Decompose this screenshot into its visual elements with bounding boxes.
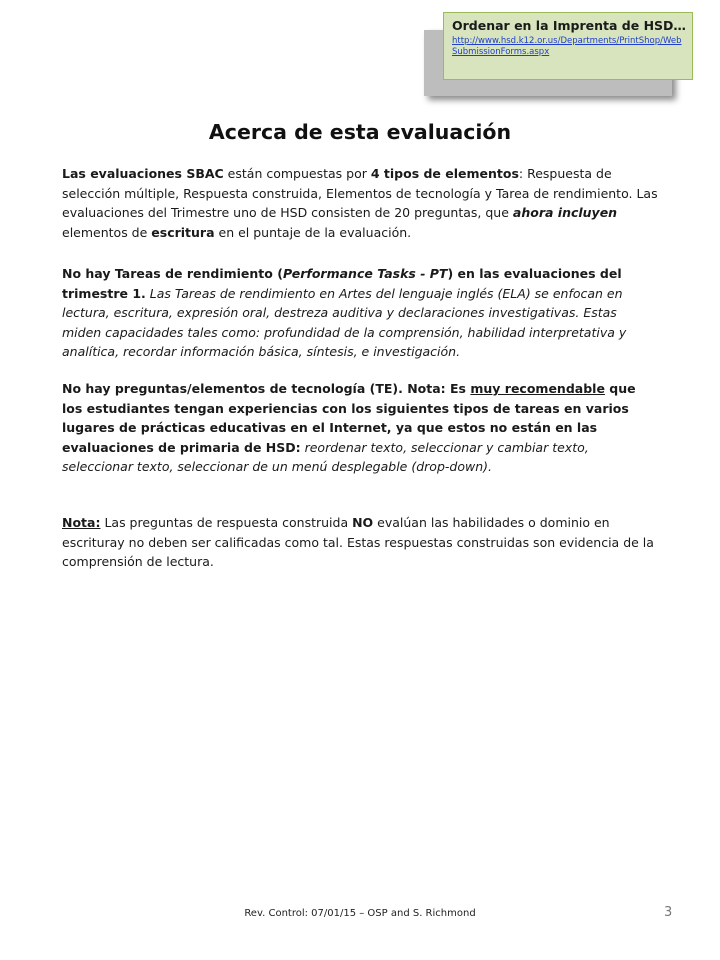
- page-number: 3: [664, 905, 673, 920]
- print-order-box: [443, 12, 693, 80]
- paragraph-technology-items: No hay preguntas/elementos de tecnología (TE). Nota: Es muy recomendable que los estudiantes tengan experiencias con los siguientes tipos de tareas en varios lugares de prácticas educativas en el Internet, ya que estos no están en las evaluaciones de primaria de HSD: reordenar texto, seleccionar y cambiar texto, seleccionar texto, seleccionar de un menú desplegable (drop-down).: [62, 381, 636, 474]
- paragraph-sbac-elements: Las evaluaciones SBAC están compuestas por 4 tipos de elementos: Respuesta de selección múltiple, Respuesta construida, Elementos de tecnología y Tarea de rendimiento. Las evaluaciones del Trimestre uno de HSD consisten de 20 preguntas, que ahora incluyen elementos de escritura en el puntaje de la evaluación.: [62, 166, 658, 240]
- paragraph-performance-tasks: No hay Tareas de rendimiento (Performance Tasks - PT) en las evaluaciones del trimestre 1. Las Tareas de rendimiento en Artes del lenguaje inglés (ELA) se enfocan en lectura, escritura, expresión oral, destreza auditiva y declaraciones investigativas. Estas miden capacidades tales como: profundidad de la comprensión, habilidad interpretativa y analítica, recordar información básica, síntesis, e investigación.: [62, 266, 627, 359]
- paragraph-note: Nota: Las preguntas de respuesta construida NO evalúan las habilidades o dominio en escrituray no deben ser calificadas como tal. Estas respuestas construidas son evidencia de la comprensión de lectura.: [62, 515, 654, 569]
- print-box-title: Ordenar en la Imprenta de HSD…: [452, 18, 686, 33]
- footer-revision: Rev. Control: 07/01/15 – OSP and S. Richmond: [244, 908, 476, 919]
- print-shop-link[interactable]: http://www.hsd.k12.or.us/Departments/PrintShop/WebSubmissionForms.aspx: [452, 36, 682, 57]
- page-title: Acerca de esta evaluación: [208, 120, 512, 144]
